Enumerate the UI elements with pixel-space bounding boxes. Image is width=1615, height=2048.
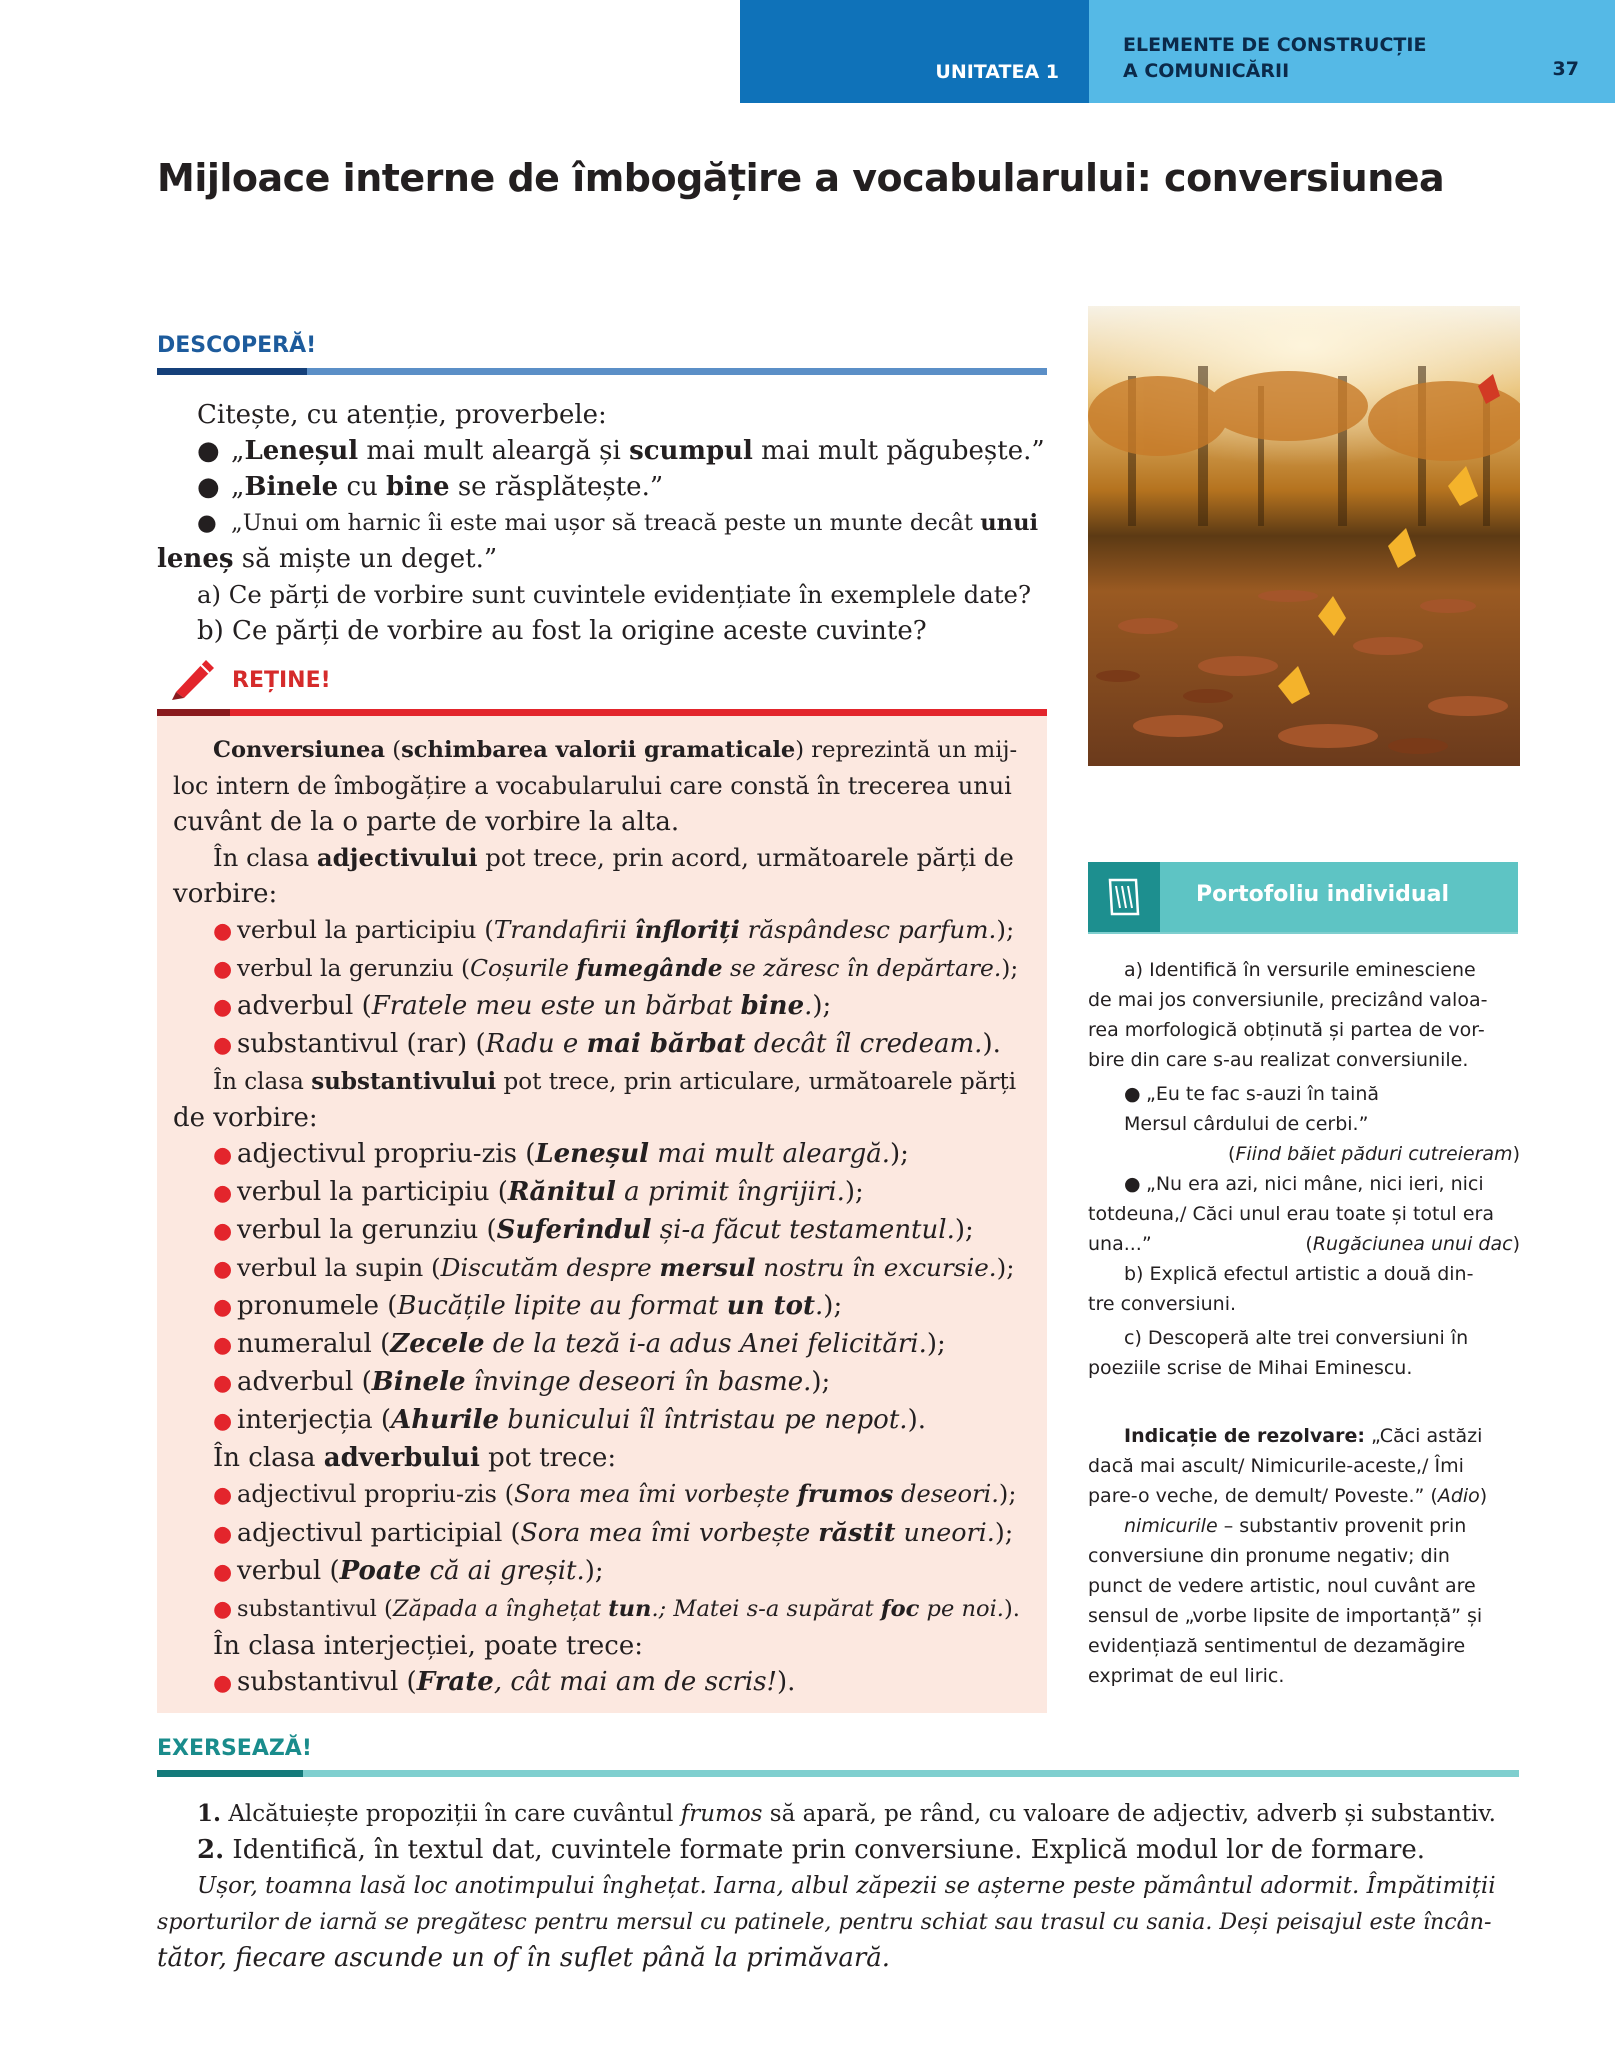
list-item: ● adjectivul propriu-zis (Sora mea îmi vorbește frumos deseori.);: [213, 1479, 1017, 1508]
list-item: ● verbul la supin (Discutăm despre mersul nostru în excursie.);: [213, 1253, 1015, 1282]
verse: ● „Nu era azi, nici mâne, nici ieri, nici: [1124, 1173, 1484, 1195]
portofoliu-title: Portofoliu individual: [1196, 882, 1449, 907]
exercise: 2. Identifică, în textul dat, cuvintele formate prin conversiune. Explică modul lor de formare.: [197, 1835, 1426, 1865]
hint: pare-o veche, de demult/ Poveste.” (Adio): [1088, 1485, 1488, 1507]
verse: ● „Eu te fac s-auzi în taină: [1124, 1083, 1380, 1105]
section-rule: [157, 709, 1047, 716]
list-item: ● adjectivul propriu-zis (Leneșul mai mult aleargă.);: [213, 1139, 909, 1169]
class-heading: vorbire:: [173, 879, 278, 909]
proverb: ● „Binele cu bine se răsplătește.”: [197, 472, 664, 502]
page-title: Mijloace interne de îmbogățire a vocabularului: conversiunea: [157, 156, 1445, 200]
task-line: b) Explică efectul artistic a două din-: [1124, 1263, 1474, 1285]
descopera-heading: DESCOPERĂ!: [157, 333, 317, 358]
task-line: bire din care s-au realizat conversiunile.: [1088, 1049, 1469, 1071]
definition: loc intern de îmbogățire a vocabularului care constă în trecerea unui: [173, 772, 1012, 800]
class-heading: În clasa adjectivului pot trece, prin acord, următoarele părți de: [213, 843, 1014, 872]
header-chapter-band: [1089, 0, 1615, 103]
task-line: de mai jos conversiunile, precizând valoa-: [1088, 989, 1488, 1011]
page-number: 37: [1552, 58, 1579, 80]
exercise-text: Ușor, toamna lasă loc anotimpului înghețat. Iarna, albul zăpezii se așterne peste pământul adormit. Împătimiții: [197, 1873, 1496, 1899]
autumn-leaves-photo: [1088, 306, 1520, 766]
task-line: tre conversiuni.: [1088, 1293, 1237, 1315]
verse: una...” (Rugăciunea unui dac): [1088, 1233, 1520, 1255]
list-item: ● substantivul (Zăpada a înghețat tun.; Matei s-a supărat foc pe noi.).: [213, 1596, 1020, 1622]
unit-label: UNITATEA 1: [935, 61, 1059, 83]
list-item: ● verbul la participiu (Rănitul a primit îngrijiri.);: [213, 1177, 864, 1207]
task-line: rea morfologică obținută și partea de vor-: [1088, 1019, 1485, 1041]
task-line: poeziile scrise de Mihai Eminescu.: [1088, 1357, 1413, 1379]
list-item: ● pronumele (Bucățile lipite au format un tot.);: [213, 1291, 843, 1321]
task-line: a) Identifică în versurile eminesciene: [1124, 959, 1476, 981]
proverb: ● „Unui om harnic îi este mai ușor să treacă peste un munte decât unui: [197, 510, 1039, 536]
retine-box: [157, 716, 1047, 1713]
hint: nimicurile – substantiv provenit prin: [1124, 1515, 1467, 1537]
portofoliu-text: [1088, 955, 1520, 1691]
list-item: ● adverbul (Binele învinge deseori în basme.);: [213, 1367, 831, 1397]
hint: dacă mai ascult/ Nimicurile-aceste,/ Îmi: [1088, 1455, 1464, 1477]
exercise-text: sporturilor de iarnă se pregătesc pentru mersul cu patinele, pentru schiat sau trasul cu sania. Deși peisajul este încân-: [157, 1909, 1492, 1935]
hint: Indicație de rezolvare: „Căci astăzi: [1124, 1425, 1483, 1447]
class-heading: În clasa adverbului pot trece:: [213, 1443, 617, 1473]
list-item: ● adverbul (Fratele meu este un bărbat bine.);: [213, 991, 832, 1021]
exercise: 1. Alcătuiește propoziții în care cuvântul frumos să apară, pe rând, cu valoare de adjectiv, adverb și substantiv.: [197, 1800, 1496, 1827]
chapter-line: ELEMENTE DE CONSTRUCȚIE: [1123, 34, 1427, 56]
class-heading: În clasa substantivului pot trece, prin articulare, următoarele părți: [213, 1068, 1017, 1095]
retine-text: [173, 732, 1029, 1702]
hint: exprimat de eul liric.: [1088, 1665, 1285, 1687]
chapter-line: A COMUNICĂRII: [1123, 60, 1290, 82]
proverb: ● „Leneșul mai mult aleargă și scumpul mai mult păgubește.”: [197, 436, 1045, 466]
list-item: ● substantivul (rar) (Radu e mai bărbat decât îl credeam.).: [213, 1029, 1001, 1059]
exerseaza-heading: EXERSEAZĂ!: [157, 1736, 312, 1761]
hint: conversiune din pronume negativ; din: [1088, 1545, 1450, 1567]
question-b: b) Ce părți de vorbire au fost la origine aceste cuvinte?: [197, 616, 927, 646]
exercise-text: tător, fiecare ascunde un of în suflet până la primăvară.: [157, 1943, 891, 1973]
list-item: ● verbul (Poate că ai greșit.);: [213, 1556, 604, 1586]
section-rule: [1088, 932, 1518, 934]
list-item: ● interjecția (Ahurile bunicului îl întristau pe nepot.).: [213, 1405, 926, 1435]
section-rule: [157, 368, 1047, 375]
class-heading: de vorbire:: [173, 1103, 318, 1133]
intro: Citește, cu atenție, proverbele:: [197, 400, 607, 430]
hint: punct de vedere artistic, noul cuvânt are: [1088, 1575, 1476, 1597]
list-item: ● adjectivul participial (Sora mea îmi vorbește răstit uneori.);: [213, 1517, 1014, 1547]
descopera-text: [157, 397, 1047, 649]
list-item: ● substantivul (Frate, cât mai am de scris!).: [213, 1667, 796, 1697]
section-rule: [157, 1770, 1519, 1777]
hint: evidențiază sentimentul de dezamăgire: [1088, 1635, 1466, 1657]
hint: sensul de „vorbe lipsite de importanță” și: [1088, 1605, 1483, 1627]
verse-source: (Fiind băiet păduri cutreieram): [1228, 1143, 1520, 1165]
header-unit-band: [740, 0, 1089, 103]
question-a: a) Ce părți de vorbire sunt cuvintele evidențiate în exemplele date?: [197, 580, 1031, 609]
chapter-title: [1123, 32, 1426, 84]
list-item: ● numeralul (Zecele de la teză i-a adus Anei felicitări.);: [213, 1329, 946, 1359]
portofoliu-banner: [1088, 862, 1518, 932]
retine-heading: REȚINE!: [232, 668, 331, 693]
list-item: ● verbul la gerunziu (Coșurile fumegânde se zăresc în depărtare.);: [213, 954, 1019, 982]
portfolio-icon: [1088, 862, 1160, 932]
task-line: c) Descoperă alte trei conversiuni în: [1124, 1327, 1469, 1349]
definition: cuvânt de la o parte de vorbire la alta.: [173, 807, 680, 837]
pencil-icon: [168, 654, 218, 700]
list-item: ● verbul la gerunziu (Suferindul și-a făcut testamentul.);: [213, 1215, 974, 1245]
list-item: ● verbul la participiu (Trandafirii înfloriți răspândesc parfum.);: [213, 915, 1015, 944]
verse: Mersul cârdului de cerbi.”: [1124, 1113, 1369, 1135]
class-heading: În clasa interjecției, poate trece:: [213, 1631, 643, 1661]
exerseaza-text: [157, 1796, 1519, 1976]
proverb-cont: leneș să miște un deget.”: [157, 544, 498, 574]
verse: totdeuna,/ Căci unul erau toate și totul era: [1088, 1203, 1494, 1225]
definition: Conversiunea (schimbarea valorii gramaticale) reprezintă un mij-: [213, 737, 1018, 763]
